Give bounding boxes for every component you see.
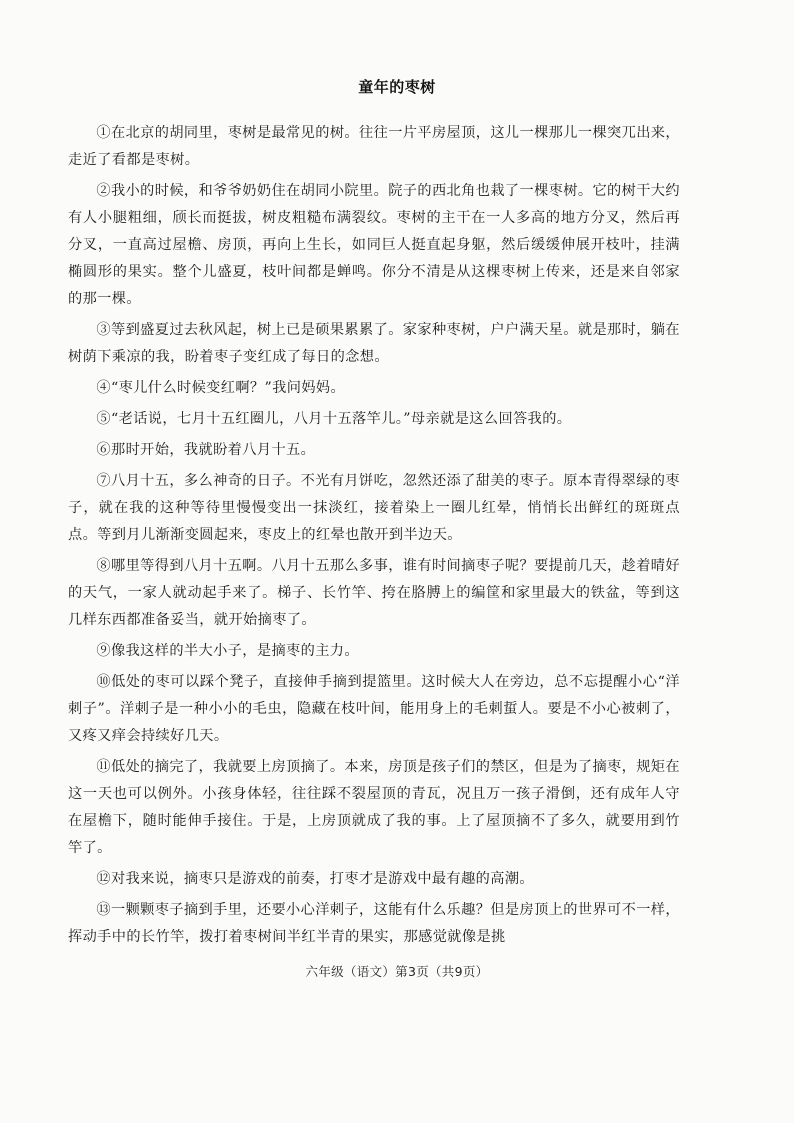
- article-body: [68, 120, 680, 955]
- paragraph-8: ⑧哪里等得到八月十五啊。八月十五那么多事，谁有时间摘枣子呢？要提前几天，趁着晴好的天气，一家人就动起手来了。梯子、长竹竿、挎在胳膊上的编筐和家里最大的铁盆，等到这几样东西都准备妥当，就开始摘枣了。: [68, 558, 680, 628]
- paragraph-10: ⑩低处的枣可以踩个凳子，直接伸手摘到提篮里。这时候大人在旁边，总不忘提醒小心“洋刺子”。洋刺子是一种小小的毛虫，隐藏在枝叶间，能用身上的毛刺蜇人。要是不小心被刺了，又疼又痒会持续好几天。: [68, 674, 680, 744]
- paragraph-9: ⑨像我这样的半大小子，是摘枣的主力。: [96, 643, 359, 659]
- paragraph-6: ⑥那时开始，我就盼着八月十五。: [96, 442, 316, 458]
- paragraph-12: ⑫对我来说，摘枣只是游戏的前奏，打枣才是游戏中最有趣的高潮。: [96, 871, 535, 887]
- paragraph-2: ②我小的时候，和爷爷奶奶住在胡同小院里。院子的西北角也栽了一棵枣树。它的树干大约有人小腿粗细，颀长而挺拔，树皮粗糙布满裂纹。枣树的主干在一人多高的地方分叉，然后再分叉，一直高过屋檐、房顶，再向上生长，如同巨人挺直起身躯，然后缓缓伸展开枝叶，挂满椭圆形的果实。整个儿盛夏，枝叶间都是蝉鸣。你分不清是从这棵枣树上传来，还是来自邻家的那一棵。: [68, 183, 680, 307]
- paragraph-7: ⑦八月十五，多么神奇的日子。不光有月饼吃，忽然还添了甜美的枣子。原本青得翠绿的枣子，就在我的这种等待里慢慢变出一抹淡红，接着染上一圈儿红晕，悄悄长出鲜红的斑斑点点。等到月儿渐渐变圆起来，枣皮上的红晕也散开到半边天。: [68, 473, 680, 543]
- paragraph-3: ③等到盛夏过去秋风起，树上已是硕果累累了。家家种枣树，户户满天星。就是那时，躺在树荫下乘凉的我，盼着枣子变红成了每日的念想。: [68, 322, 680, 365]
- paragraph-11: ⑪低处的摘完了，我就要上房顶摘了。本来，房顶是孩子们的禁区，但是为了摘枣，规矩在这一天也可以例外。小孩身体轻，往往踩不裂屋顶的青瓦，况且万一孩子滑倒，还有成年人守在屋檐下，随时能伸手接住。于是，上房顶就成了我的事。上了屋顶摘不了多久，就要用到竹竿了。: [68, 759, 680, 856]
- article-title: 童年的枣树: [358, 78, 436, 96]
- paragraph-1: ①在北京的胡同里，枣树是最常见的树。往往一片平房屋顶，这儿一棵那儿一棵突兀出来，走近了看都是枣树。: [68, 125, 680, 168]
- page-footer: 六年级（语文）第3页（共9页）: [305, 964, 489, 979]
- paragraph-13: ⑬一颗颗枣子摘到手里，还要小心洋刺子，这能有什么乐趣？但是房顶上的世界可不一样，挥动手中的长竹竿，拨打着枣树间半红半青的果实，那感觉就像是挑: [68, 902, 680, 945]
- paragraph-5: ⑤“老话说，七月十五红圈儿，八月十五落竿儿。”母亲就是这么回答我的。: [96, 411, 572, 427]
- paragraph-4: ④“枣儿什么时候变红啊？”我问妈妈。: [96, 380, 346, 396]
